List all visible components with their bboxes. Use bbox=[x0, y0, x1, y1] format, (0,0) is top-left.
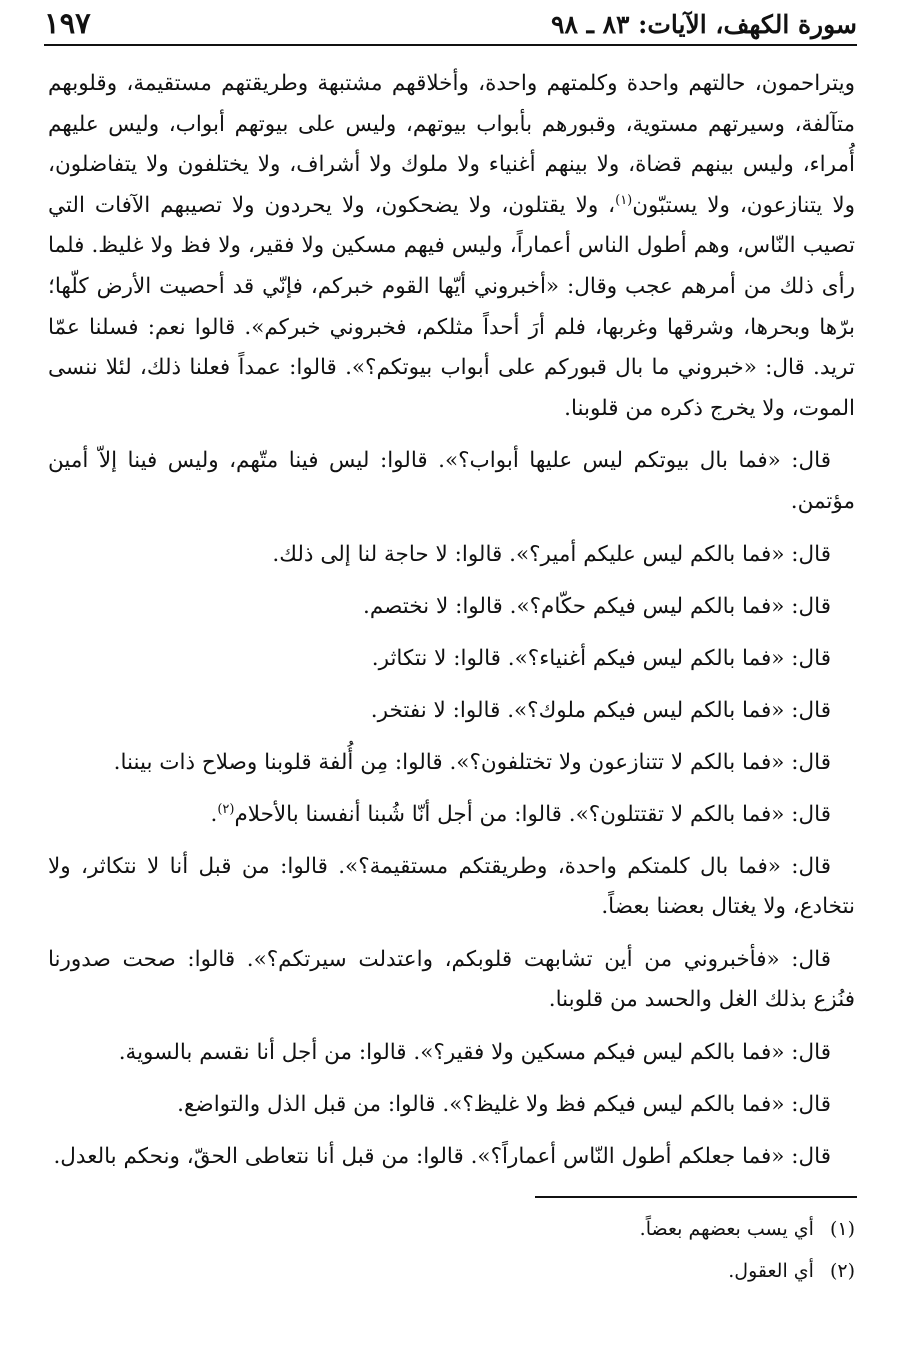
page-header bbox=[44, 4, 857, 46]
paragraph-7: قال: «فما بالكم لا تتنازعون ولا تختلفون؟». قالوا: مِن أُلفة قلوبنا وصلاح ذات بيننا. bbox=[113, 749, 831, 775]
paragraph-10: قال: «فأخبروني من أين تشابهت قلوبكم، واعتدلت سيرتكم؟». قالوا: صحت صدورنا فنُزع بذلك الغل والحسد من قلوبنا. bbox=[48, 946, 855, 1013]
paragraph-8-text: قال: «فما بالكم لا تقتتلون؟». قالوا: من أجل أنّا شُبنا أنفسنا بالأحلام bbox=[234, 801, 831, 827]
footnote-divider bbox=[535, 1196, 857, 1198]
surah-title: سورة الكهف، الآيات: ٨٣ ـ ٩٨ bbox=[551, 10, 857, 39]
paragraph-2: قال: «فما بال بيوتكم ليس عليها أبواب؟». قالوا: ليس فينا متّهم، وليس فينا إلاّ أمين مؤتمن. bbox=[48, 448, 855, 514]
paragraph-8-end: . bbox=[210, 801, 218, 827]
paragraph-1-part1: ويتراحمون، حالتهم واحدة وكلمتهم واحدة، وأخلاقهم مشتبهة وطريقتهم مستقيمة، وقلوبهم متآلفة، وسيرتهم مستوية، وقبورهم بأبواب بيوتهم، وليس على بيوتهم أبواب، وليس عليهم أُمراء، وليس بينهم قضاة، ولا بينهم أغنياء ولا ملوك ولا أشراف، ولا يختلفون ولا يتفاضلون، ولا يتنازعون، ولا يستبّون bbox=[48, 71, 855, 218]
paragraph-1-part2: ، ولا يقتلون، ولا يضحكون، ولا يحردون ولا تصيبهم الآفات التي تصيب النّاس، وهم أطول الناس أعماراً، وليس فيهم مسكين ولا فقير، ولا فظ ولا غليظ. فلما رأى ذلك من أمرهم عجب وقال: «أخبروني أيّها القوم خبركم، فإنّي قد أحصيت الأرض كلّها؛ برّها وبحرها، وشرقها وغربها، فلم أرَ أحداً مثلكم، فخبروني خبركم». قالوا نعم: فسلنا عمّا تريد. قال: «خبروني ما بال قبوركم على أبواب بيوتكم؟». قالوا: عمداً فعلنا ذلك، لئلا ننسى الموت، ولا يخرج ذكره من قلوبنا. bbox=[48, 192, 855, 421]
footnote-number: (١) bbox=[829, 1218, 855, 1240]
footnote-ref-1: (١) bbox=[615, 192, 633, 208]
paragraph-12: قال: «فما بالكم ليس فيكم فظ ولا غليظ؟». قالوا: من قبل الذل والتواضع. bbox=[177, 1091, 831, 1117]
footnote-text: أي العقول. bbox=[728, 1260, 814, 1282]
footnote-1 bbox=[255, 1208, 855, 1250]
footnote-text: أي يسب بعضهم بعضاً. bbox=[639, 1218, 814, 1240]
paragraph-4: قال: «فما بالكم ليس فيكم حكّام؟». قالوا: لا نختصم. bbox=[363, 593, 831, 619]
main-text bbox=[48, 64, 855, 1178]
footnote-2 bbox=[255, 1250, 855, 1292]
paragraph-5: قال: «فما بالكم ليس فيكم أغنياء؟». قالوا: لا نتكاثر. bbox=[371, 645, 831, 671]
paragraph-8 bbox=[48, 795, 855, 835]
paragraph-3: قال: «فما بالكم ليس عليكم أمير؟». قالوا: لا حاجة لنا إلى ذلك. bbox=[272, 541, 831, 567]
paragraph-6: قال: «فما بالكم ليس فيكم ملوك؟». قالوا: لا نفتخر. bbox=[370, 697, 831, 723]
footnote-ref-2: (٢) bbox=[217, 801, 235, 817]
footnotes bbox=[255, 1208, 855, 1292]
footnote-number: (٢) bbox=[829, 1260, 855, 1282]
paragraph-11: قال: «فما بالكم ليس فيكم مسكين ولا فقير؟». قالوا: من أجل أنا نقسم بالسوية. bbox=[118, 1039, 831, 1065]
paragraph-9: قال: «فما بال كلمتكم واحدة، وطريقتكم مستقيمة؟». قالوا: من قبل أنا لا نتكاثر، ولا نتخادع، ولا يغتال بعضنا بعضاً. bbox=[48, 853, 855, 920]
page-number: ١٩٧ bbox=[44, 6, 91, 40]
paragraph-1 bbox=[48, 64, 855, 429]
paragraph-13: قال: «فما جعلكم أطول النّاس أعماراً؟». قالوا: من قبل أنا نتعاطى الحقّ، ونحكم بالعدل. bbox=[53, 1143, 831, 1169]
